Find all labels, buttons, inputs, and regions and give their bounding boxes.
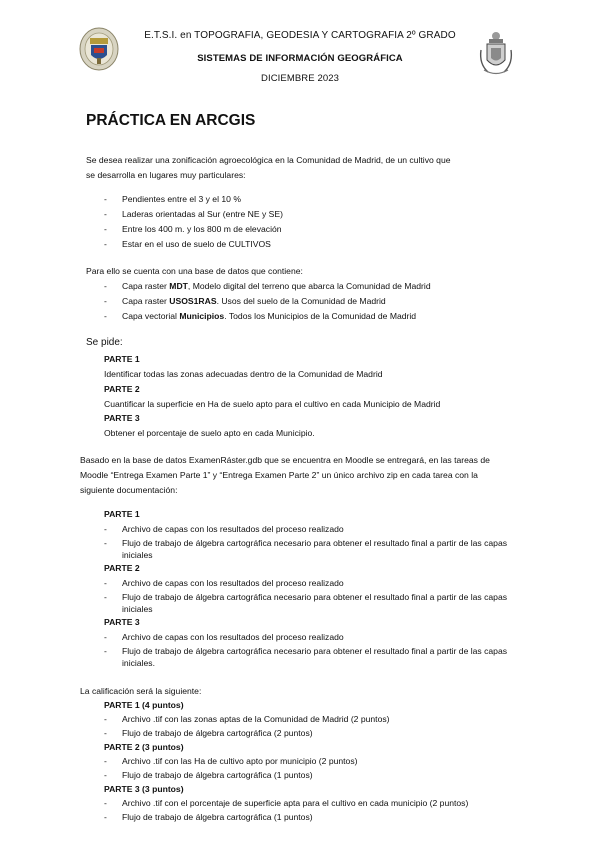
delivery-item-continuation: iniciales <box>122 550 153 560</box>
delivery-part-title: PARTE 2 <box>104 563 140 573</box>
grading-item: Flujo de trabajo de álgebra cartográfica (1 puntos) <box>122 812 313 822</box>
grading-part-title: PARTE 2 (3 puntos) <box>104 742 184 752</box>
database-item: Capa raster MDT, Modelo digital del terreno que abarca la Comunidad de Madrid <box>122 281 431 291</box>
list-bullet: - <box>104 632 107 642</box>
list-bullet: - <box>104 194 107 204</box>
part-title: PARTE 2 <box>104 384 140 394</box>
part-description: Cuantificar la superficie en Ha de suelo apto para el cultivo en cada Municipio de Madrid <box>104 399 441 409</box>
list-bullet: - <box>104 770 107 780</box>
list-bullet: - <box>104 209 107 219</box>
grading-item: Flujo de trabajo de álgebra cartográfica (2 puntos) <box>122 728 313 738</box>
list-bullet: - <box>104 812 107 822</box>
grading-part-title: PARTE 3 (3 puntos) <box>104 784 184 794</box>
list-bullet: - <box>104 538 107 548</box>
list-bullet: - <box>104 592 107 602</box>
delivery-part-title: PARTE 1 <box>104 509 140 519</box>
part-title: PARTE 1 <box>104 354 140 364</box>
intro-line-1: Se desea realizar una zonificación agroecológica en la Comunidad de Madrid, de un cultivo que <box>86 155 451 165</box>
delivery-item: Archivo de capas con los resultados del proceso realizado <box>122 524 344 534</box>
database-intro: Para ello se cuenta con una base de datos que contiene: <box>86 266 303 276</box>
list-bullet: - <box>104 756 107 766</box>
grading-item: Archivo .tif con las zonas aptas de la Comunidad de Madrid (2 puntos) <box>122 714 390 724</box>
delivery-line-2: Moodle “Entrega Examen Parte 1” y “Entrega Examen Parte 2” un único archivo zip en cada tarea con la <box>80 470 478 480</box>
grading-item: Archivo .tif con el porcentaje de superficie apta para el cultivo en cada municipio (2 puntos) <box>122 798 469 808</box>
delivery-line-3: siguiente documentación: <box>80 485 178 495</box>
grading-intro: La calificación será la siguiente: <box>80 686 202 696</box>
page-title: PRÁCTICA EN ARCGIS <box>86 112 256 129</box>
list-bullet: - <box>104 524 107 534</box>
grading-item: Archivo .tif con las Ha de cultivo apto por municipio (2 puntos) <box>122 756 358 766</box>
list-bullet: - <box>104 798 107 808</box>
header-school: E.T.S.I. en TOPOGRAFIA, GEODESIA Y CARTOGRAFIA 2º GRADO <box>144 30 456 41</box>
condition-item: Estar en el uso de suelo de CULTIVOS <box>122 239 271 249</box>
header-date: DICIEMBRE 2023 <box>261 73 339 84</box>
grading-part-title: PARTE 1 (4 puntos) <box>104 700 184 710</box>
list-bullet: - <box>104 311 107 321</box>
grading-item: Flujo de trabajo de álgebra cartográfica (1 puntos) <box>122 770 313 780</box>
list-bullet: - <box>104 281 107 291</box>
part-description: Identificar todas las zonas adecuadas dentro de la Comunidad de Madrid <box>104 369 383 379</box>
delivery-part-title: PARTE 3 <box>104 617 140 627</box>
list-bullet: - <box>104 239 107 249</box>
delivery-item-continuation: iniciales <box>122 604 153 614</box>
list-bullet: - <box>104 728 107 738</box>
delivery-item: Flujo de trabajo de álgebra cartográfica necesario para obtener el resultado final a partir de las capas <box>122 592 508 602</box>
delivery-item: Flujo de trabajo de álgebra cartográfica necesario para obtener el resultado final a partir de las capas <box>122 538 508 548</box>
list-bullet: - <box>104 578 107 588</box>
database-item: Capa vectorial Municipios. Todos los Municipios de la Comunidad de Madrid <box>122 311 417 321</box>
delivery-item: Flujo de trabajo de álgebra cartográfica necesario para obtener el resultado final a partir de las capas <box>122 646 508 656</box>
list-bullet: - <box>104 224 107 234</box>
part-title: PARTE 3 <box>104 413 140 423</box>
delivery-line-1: Basado en la base de datos ExamenRáster.gdb que se encuentra en Moodle se entregará, en las tareas de <box>80 455 490 465</box>
part-description: Obtener el porcentaje de suelo apto en cada Municipio. <box>104 428 315 438</box>
intro-line-2: se desarrolla en lugares muy particulares: <box>86 170 246 180</box>
header-course: SISTEMAS DE INFORMACIÓN GEOGRÁFICA <box>197 53 403 64</box>
delivery-item-continuation: iniciales. <box>122 658 155 668</box>
section-heading-se-pide: Se pide: <box>86 337 123 348</box>
delivery-item: Archivo de capas con los resultados del proceso realizado <box>122 632 344 642</box>
list-bullet: - <box>104 714 107 724</box>
condition-item: Entre los 400 m. y los 800 m de elevación <box>122 224 282 234</box>
list-bullet: - <box>104 646 107 656</box>
condition-item: Laderas orientadas al Sur (entre NE y SE) <box>122 209 283 219</box>
list-bullet: - <box>104 296 107 306</box>
condition-item: Pendientes entre el 3 y el 10 % <box>122 194 241 204</box>
delivery-item: Archivo de capas con los resultados del proceso realizado <box>122 578 344 588</box>
database-item: Capa raster USOS1RAS. Usos del suelo de la Comunidad de Madrid <box>122 296 386 306</box>
